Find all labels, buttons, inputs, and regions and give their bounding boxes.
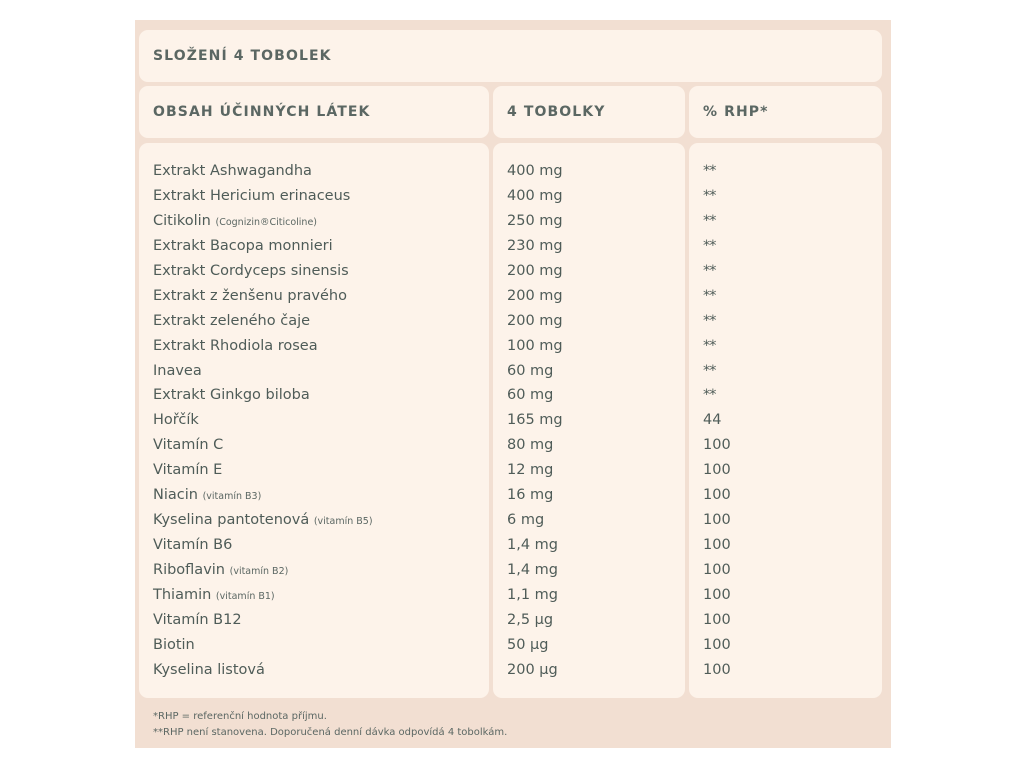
substance-name: Niacin <box>153 487 198 504</box>
substance-row <box>153 408 373 433</box>
substance-row <box>153 633 373 658</box>
amount-value: 2,5 µg <box>507 611 554 628</box>
composition-card <box>135 20 891 748</box>
substance-row <box>153 334 373 359</box>
title-panel <box>139 30 882 82</box>
substance-row <box>153 658 373 683</box>
substance-note: (vitamín B2) <box>229 566 289 577</box>
substance-name: Kyselina listová <box>153 661 265 678</box>
substance-row <box>153 259 373 284</box>
rhp-value: 100 <box>703 437 731 454</box>
rhp-value: 100 <box>703 636 731 653</box>
substance-row <box>153 508 373 533</box>
rhp-value: 100 <box>703 537 731 554</box>
substance-row <box>153 234 373 259</box>
substance-row <box>153 284 373 309</box>
substance-name: Extrakt z ženšenu pravého <box>153 287 347 304</box>
amount-value: 200 mg <box>507 262 563 279</box>
header-rhp: % RHP* <box>703 104 769 120</box>
amount-value: 200 µg <box>507 661 558 678</box>
substance-row <box>153 483 373 508</box>
substance-name: Extrakt Bacopa monnieri <box>153 237 333 254</box>
substance-list <box>153 159 373 683</box>
header-substance-cell <box>139 86 489 138</box>
substance-name: Vitamín E <box>153 462 223 479</box>
amount-value: 400 mg <box>507 187 563 204</box>
substance-row <box>153 359 373 384</box>
substance-name: Vitamín B12 <box>153 611 242 628</box>
substance-name: Vitamín B6 <box>153 537 233 554</box>
substance-row <box>153 433 373 458</box>
substance-row <box>153 309 373 334</box>
rhp-value: ** <box>703 312 716 329</box>
rhp-value: 100 <box>703 586 731 603</box>
amount-value: 230 mg <box>507 237 563 254</box>
substance-name: Inavea <box>153 362 202 379</box>
rhp-value: ** <box>703 262 716 279</box>
substance-name: Extrakt Cordyceps sinensis <box>153 262 349 279</box>
substance-name: Vitamín C <box>153 437 224 454</box>
footnote-rhp-not-set: **RHP není stanovena. Doporučená denní dávka odpovídá 4 tobolkám. <box>153 727 508 738</box>
substance-name: Extrakt Ginkgo biloba <box>153 387 310 404</box>
rhp-value: ** <box>703 187 716 204</box>
amount-value: 1,1 mg <box>507 586 558 603</box>
amount-value: 12 mg <box>507 462 554 479</box>
substance-name: Biotin <box>153 636 195 653</box>
substance-name: Thiamin <box>153 586 212 603</box>
substance-note: (Cognizin®Citicoline) <box>215 216 317 228</box>
amount-value: 200 mg <box>507 312 563 329</box>
amount-value: 6 mg <box>507 512 545 529</box>
rhp-column <box>689 143 882 698</box>
substance-row <box>153 159 373 184</box>
amount-value: 60 mg <box>507 387 554 404</box>
substance-name: Riboflavin <box>153 562 225 578</box>
rhp-value: 100 <box>703 611 731 628</box>
substance-note: (vitamín B3) <box>202 491 262 503</box>
rhp-list <box>703 159 731 683</box>
rhp-value: 100 <box>703 462 731 479</box>
amount-value: 250 mg <box>507 212 563 229</box>
rhp-value: 100 <box>703 661 731 678</box>
header-amount-cell <box>493 86 685 138</box>
substance-name: Kyselina pantotenová <box>153 512 310 529</box>
amount-value: 80 mg <box>507 437 554 454</box>
substance-note: (vitamín B5) <box>313 516 373 528</box>
rhp-value: 100 <box>703 487 731 504</box>
rhp-value: ** <box>703 212 716 229</box>
amount-value: 400 mg <box>507 163 563 179</box>
amount-value: 60 mg <box>507 362 554 379</box>
substance-column <box>139 143 489 698</box>
substance-row <box>153 383 373 408</box>
substance-row <box>153 533 373 558</box>
substance-row <box>153 209 373 234</box>
amount-value: 16 mg <box>507 487 554 504</box>
substance-note: (vitamín B1) <box>215 590 275 602</box>
rhp-value: ** <box>703 163 716 179</box>
rhp-value: ** <box>703 237 716 254</box>
amount-value: 165 mg <box>507 412 563 429</box>
amount-value: 200 mg <box>507 287 563 304</box>
header-amount: 4 TOBOLKY <box>507 104 606 120</box>
amount-value: 1,4 mg <box>507 537 558 554</box>
substance-row <box>153 583 373 608</box>
substance-row <box>153 558 373 583</box>
substance-name: Extrakt Ashwagandha <box>153 163 312 179</box>
rhp-value: ** <box>703 387 716 404</box>
substance-name: Extrakt Rhodiola rosea <box>153 337 318 354</box>
rhp-value: ** <box>703 362 716 379</box>
rhp-value: 100 <box>703 562 731 578</box>
rhp-value: ** <box>703 337 716 354</box>
rhp-value: 44 <box>703 412 722 429</box>
table-title: SLOŽENÍ 4 TOBOLEK <box>153 48 332 64</box>
amount-column <box>493 143 685 698</box>
amount-value: 50 µg <box>507 636 549 653</box>
header-rhp-cell <box>689 86 882 138</box>
amount-list <box>507 159 563 683</box>
substance-name: Extrakt zeleného čaje <box>153 312 311 329</box>
rhp-value: 100 <box>703 512 731 529</box>
substance-name: Citikolin <box>153 212 211 229</box>
amount-value: 1,4 mg <box>507 562 558 578</box>
header-substance: OBSAH ÚČINNÝCH LÁTEK <box>153 104 371 120</box>
footnote-rhp-definition: *RHP = referenční hodnota příjmu. <box>153 711 327 722</box>
substance-name: Hořčík <box>153 412 199 429</box>
substance-row <box>153 458 373 483</box>
substance-name: Extrakt Hericium erinaceus <box>153 187 351 204</box>
rhp-value: ** <box>703 287 716 304</box>
substance-row <box>153 184 373 209</box>
amount-value: 100 mg <box>507 337 563 354</box>
substance-row <box>153 608 373 633</box>
